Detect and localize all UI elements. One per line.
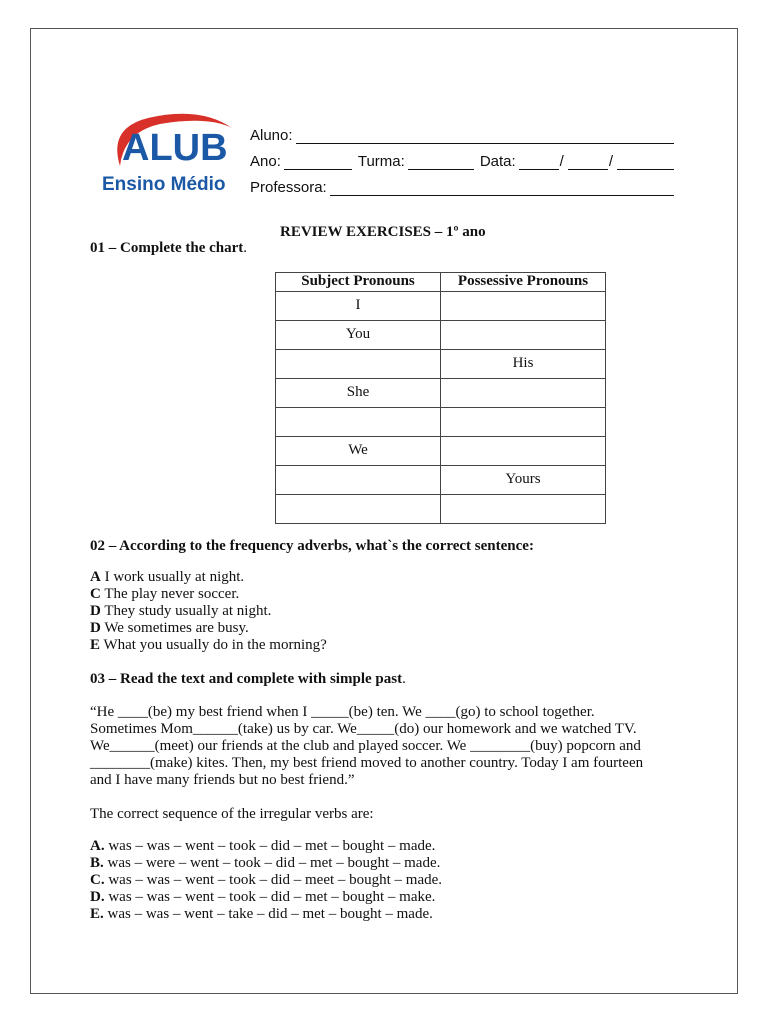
question-1 — [90, 240, 247, 257]
aluno-label: Aluno: — [250, 127, 293, 144]
table-row — [276, 292, 606, 321]
option-letter: A. — [90, 838, 105, 854]
professora-label: Professora: — [250, 179, 327, 196]
subject-pronouns-header: Subject Pronouns — [276, 273, 441, 292]
table-row — [276, 321, 606, 350]
option-text: was – were – went – took – did – met – bought – made. — [103, 855, 441, 871]
option-letter: D — [90, 620, 101, 636]
list-item[interactable] — [90, 889, 442, 906]
data-sep-2: / — [608, 153, 614, 170]
table-cell[interactable] — [441, 379, 606, 408]
paragraph-line: ________(make) kites. Then, my best friend moved to another country. Today I am fourteen — [90, 755, 644, 771]
table-row — [276, 408, 606, 437]
list-item[interactable] — [90, 620, 327, 637]
question-3-end: . — [402, 671, 406, 687]
option-text: I work usually at night. — [100, 569, 245, 585]
question-1-end: . — [243, 240, 248, 256]
question-3-text: 03 – Read the text and complete with simple past — [90, 671, 403, 687]
aluno-field[interactable] — [296, 127, 674, 144]
question-2-options — [90, 569, 327, 654]
table-header-row — [276, 273, 606, 292]
question-2-text: 02 – According to the frequency adverbs, what`s the correct sentence: — [90, 538, 534, 554]
sequence-prompt: The correct sequence of the irregular verbs are: — [90, 806, 374, 822]
paragraph-line: “He ____(be) my best friend when I _____(be) ten. We ____(go) to school together. — [90, 704, 595, 720]
table-cell[interactable] — [441, 292, 606, 321]
ano-row — [250, 144, 674, 170]
data-month-field[interactable] — [568, 153, 608, 170]
possessive-pronouns-header: Possessive Pronouns — [441, 273, 606, 292]
option-letter: A — [90, 569, 101, 585]
option-letter: B. — [90, 855, 104, 871]
table-cell[interactable] — [441, 495, 606, 524]
table-row — [276, 437, 606, 466]
list-item[interactable] — [90, 569, 327, 586]
logo-bottom-text: Ensino Médio — [102, 174, 226, 194]
table-cell[interactable]: You — [276, 321, 441, 350]
table-cell[interactable]: I — [276, 292, 441, 321]
table-cell[interactable]: We — [276, 437, 441, 466]
table-row — [276, 379, 606, 408]
paragraph-line: and I have many friends but no best friend.” — [90, 772, 355, 788]
option-text: They study usually at night. — [100, 603, 272, 619]
professora-field[interactable] — [330, 179, 674, 196]
option-letter: C — [90, 586, 101, 602]
option-text: was – was – went – took – did – met – bought – make. — [104, 889, 436, 905]
list-item[interactable] — [90, 872, 442, 889]
option-text: We sometimes are busy. — [100, 620, 249, 636]
turma-label: Turma: — [357, 153, 405, 170]
professora-row — [250, 170, 674, 196]
question-3 — [90, 671, 406, 688]
school-logo — [100, 108, 242, 194]
option-text: was – was – went – take – did – met – bought – made. — [103, 906, 433, 922]
option-text: was – was – went – took – did – meet – bought – made. — [104, 872, 443, 888]
question-3-options — [90, 838, 442, 923]
alub-logo-graphic — [100, 108, 242, 194]
paragraph-line: Sometimes Mom______(take) us by car. We_____(do) our homework and we watched TV. — [90, 721, 637, 737]
table-cell[interactable] — [276, 408, 441, 437]
table-cell[interactable] — [276, 350, 441, 379]
table-cell[interactable]: She — [276, 379, 441, 408]
question-3-paragraph — [90, 704, 680, 789]
table-cell[interactable] — [276, 466, 441, 495]
option-letter: E. — [90, 906, 104, 922]
aluno-row — [250, 118, 674, 144]
list-item[interactable] — [90, 838, 442, 855]
header-fields — [250, 118, 674, 196]
data-sep-1: / — [559, 153, 564, 170]
data-day-field[interactable] — [519, 153, 559, 170]
option-letter: C. — [90, 872, 105, 888]
list-item[interactable] — [90, 906, 442, 923]
table-row — [276, 466, 606, 495]
table-cell[interactable]: Yours — [441, 466, 606, 495]
logo-top-text: ALUB — [122, 127, 228, 169]
list-item[interactable] — [90, 586, 327, 603]
list-item[interactable] — [90, 637, 327, 654]
table-row — [276, 350, 606, 379]
table-row — [276, 495, 606, 524]
option-text: What you usually do in the morning? — [100, 637, 327, 653]
table-cell[interactable] — [441, 437, 606, 466]
question-2 — [90, 538, 690, 555]
ano-label: Ano: — [250, 153, 281, 170]
paragraph-line: We______(meet) our friends at the club and played soccer. We ________(buy) popcorn and — [90, 738, 641, 754]
option-letter: D — [90, 603, 101, 619]
pronouns-table — [275, 272, 606, 524]
ano-field[interactable] — [284, 153, 352, 170]
question-1-text: 01 – Complete the chart — [90, 240, 244, 256]
table-cell[interactable] — [276, 495, 441, 524]
data-label: Data: — [479, 153, 516, 170]
list-item[interactable] — [90, 855, 442, 872]
table-cell[interactable] — [441, 321, 606, 350]
page-title: REVIEW EXERCISES – 1º ano — [280, 224, 486, 240]
list-item[interactable] — [90, 603, 327, 620]
data-year-field[interactable] — [617, 153, 674, 170]
option-letter: D. — [90, 889, 105, 905]
turma-field[interactable] — [408, 153, 474, 170]
table-cell[interactable] — [441, 408, 606, 437]
option-letter: E — [90, 637, 101, 653]
option-text: The play never soccer. — [100, 586, 240, 602]
option-text: was – was – went – took – did – met – bought – made. — [104, 838, 436, 854]
table-cell[interactable]: His — [441, 350, 606, 379]
